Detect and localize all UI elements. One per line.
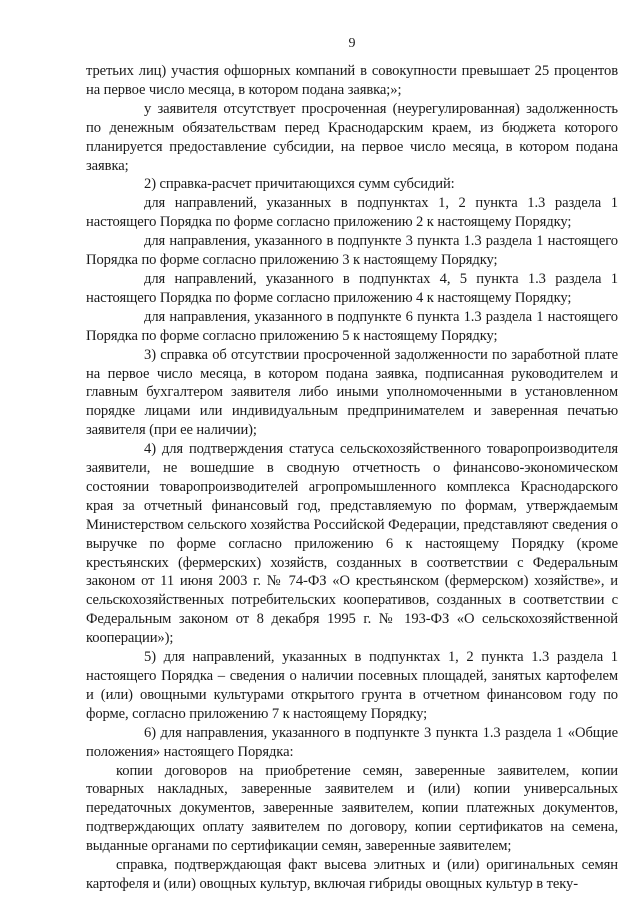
paragraph: 2) справка-расчет причитающихся сумм субсидий:	[144, 176, 455, 193]
paragraph: 4) для подтверждения статуса сельскохозяйственного товаропроизводителя заявители, не вошедшие в сводную отчетность о финансово-экономическом состоянии товаропроизводителей агропромышленного комплекса Краснодарского края за отчетный финансовый год, представляемую по формам, утверждаемым Министерством сельского хозяйства Российской Федерации, представляют сведения о выручке по форме согласно приложению 6 к настоящему Порядку (кроме крестьянских (фермерских) хозяйств, созданных в соответствии с Федеральным законом от 11 июня 2003 г. № 74-ФЗ «О крестьянском (фермерском) хозяйстве», и сельскохозяйственных потребительских кооперативов, созданных в соответствии с Федеральным законом от 8 декабря 1995 г. № 193-ФЗ «О сельскохозяйственной кооперации»);	[86, 441, 618, 647]
paragraph: копии договоров на приобретение семян, заверенные заявителем, копии товарных накладных, заверенные заявителем и (или) копии универсальных передаточных документов, заверенные заявителем, копии платежных документов, подтверждающих оплату заявителем по договору, копии сертификатов на семена, выданные органами по сертификации семян, заверенные заявителем;	[86, 762, 618, 855]
paragraph: третьих лиц) участия офшорных компаний в совокупности превышает 25 процентов на первое число месяца, в котором подана заявка;»;	[86, 63, 618, 98]
paragraph: для направлений, указанных в подпунктах 1, 2 пункта 1.3 раздела 1 настоящего Порядка по форме согласно приложению 2 к настоящему Порядку;	[86, 195, 618, 231]
paragraph: справка, подтверждающая факт высева элитных и (или) оригинальных семян картофеля и (или) овощных культур, включая гибриды овощных культур в теку-	[86, 857, 618, 892]
paragraph: для направлений, указанного в подпунктах 4, 5 пункта 1.3 раздела 1 настоящего Порядка по форме согласно приложению 4 к настоящему Порядку;	[86, 270, 618, 306]
paragraph: 6) для направления, указанного в подпункте 3 пункта 1.3 раздела 1 «Общие положения» настоящего Порядка:	[86, 724, 618, 760]
paragraph: 5) для направлений, указанных в подпунктах 1, 2 пункта 1.3 раздела 1 настоящего Порядка – сведения о наличии посевных площадей, занятых картофелем и (или) овощными культурами открытого грунта в отчетном финансовом году по форме, согласно приложению 7 к настоящему Порядку;	[86, 649, 618, 722]
paragraph: для направления, указанного в подпункте 6 пункта 1.3 раздела 1 настоящего Порядка по форме согласно приложению 5 к настоящему Порядку;	[86, 308, 618, 344]
paragraph: у заявителя отсутствует просроченная (неурегулированная) задолженность по денежным обязательствам перед Краснодарским краем, из бюджета которого планируется предоставление субсидии, на первое число месяца, в котором подана заявка;	[86, 100, 618, 174]
paragraph: 3) справка об отсутствии просроченной задолженности по заработной плате на первое число месяца, в котором подана заявка, подписанная руководителем и главным бухгалтером заявителя либо иными уполномоченными в установленном порядке лицами или индивидуальным предпринимателем и заверенная печатью заявителя (при ее наличии);	[86, 346, 618, 439]
page-number: 9	[348, 36, 356, 51]
document-body	[86, 62, 618, 894]
paragraph: для направления, указанного в подпункте 3 пункта 1.3 раздела 1 настоящего Порядка по форме согласно приложению 3 к настоящему Порядку;	[86, 233, 618, 269]
